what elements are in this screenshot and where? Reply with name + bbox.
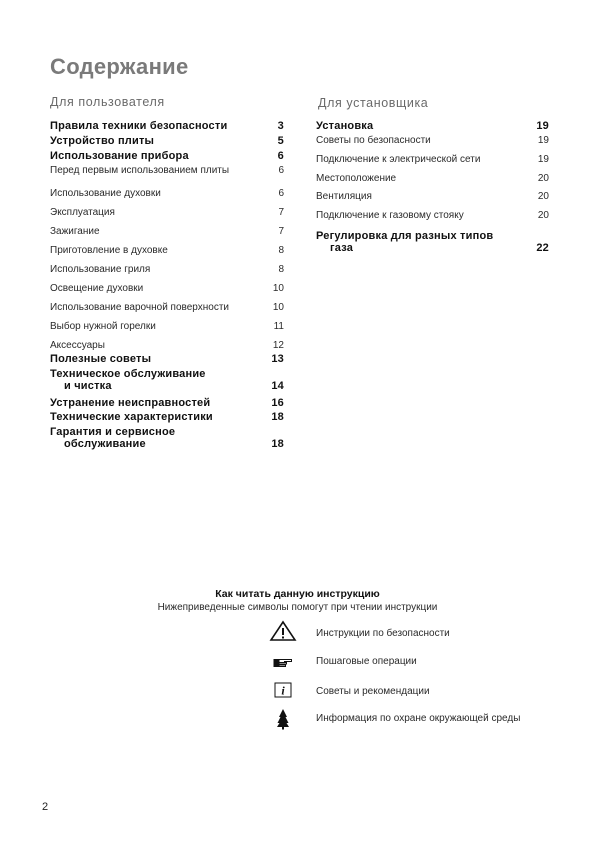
toc-entry <box>50 353 284 365</box>
toc-entry-page: 3 <box>277 120 284 132</box>
toc-entry-label: Правила техники безопасности <box>50 120 228 132</box>
toc-entry <box>50 397 284 409</box>
legend-text-steps: Пошаговые операции <box>316 656 417 667</box>
warning-triangle-icon <box>268 620 298 642</box>
toc-entry-page: 14 <box>271 380 284 392</box>
toc-entry-label: Подключение к электрической сети <box>316 154 481 165</box>
toc-entry-label: Подключение к газовому стояку <box>316 210 464 221</box>
toc-entry-label: Зажигание <box>50 226 100 237</box>
toc-entry-label: Эксплуатация <box>50 207 115 218</box>
toc-entry-label: Полезные советы <box>50 353 152 365</box>
toc-entry <box>50 150 284 162</box>
toc-entry-label: Вентиляция <box>316 191 372 202</box>
toc-entry-label: Гарантия и сервисное <box>50 426 176 438</box>
toc-entry-label: Использование варочной поверхности <box>50 302 229 313</box>
toc-entry-page: 6 <box>277 150 284 162</box>
toc-entry <box>316 191 549 202</box>
toc-entry-page: 10 <box>272 302 284 313</box>
toc-entry-page: 12 <box>272 340 284 351</box>
user-section-heading: Для пользователя <box>50 95 165 109</box>
pointing-hand-icon <box>268 651 298 673</box>
toc-entry <box>50 245 284 256</box>
toc-entry-label: Приготовление в духовке <box>50 245 168 256</box>
legend-text-tips: Советы и рекомендации <box>316 686 430 697</box>
toc-entry <box>50 426 284 450</box>
page-title: Содержание <box>50 54 189 79</box>
toc-entry <box>50 165 284 176</box>
toc-entry <box>50 207 284 218</box>
toc-entry-page: 6 <box>278 188 284 199</box>
toc-entry <box>316 120 549 132</box>
toc-entry-page: 20 <box>537 210 549 221</box>
toc-entry-label: Технические характеристики <box>50 411 213 423</box>
toc-entry-label: Использование прибора <box>50 150 189 162</box>
toc-entry-page: 11 <box>273 321 284 332</box>
toc-entry-label: Использование гриля <box>50 264 151 275</box>
toc-entry-page: 7 <box>278 226 284 237</box>
toc-entry-page: 20 <box>537 191 549 202</box>
installer-section-heading: Для установщика <box>318 96 429 110</box>
page-number: 2 <box>42 801 49 813</box>
toc-entry <box>50 411 284 423</box>
toc-entry-label: Устройство плиты <box>50 135 155 147</box>
toc-entry-label-continued: обслуживание <box>64 438 146 450</box>
toc-entry <box>50 264 284 275</box>
toc-entry-label-continued: и чистка <box>64 380 112 392</box>
toc-entry <box>50 135 284 147</box>
toc-entry-page: 8 <box>278 264 284 275</box>
toc-entry-page: 18 <box>271 411 284 423</box>
toc-entry-page: 19 <box>536 120 549 132</box>
toc-entry <box>50 120 284 132</box>
toc-entry <box>316 173 549 184</box>
toc-entry-page: 8 <box>278 245 284 256</box>
toc-entry <box>50 283 284 294</box>
legend-text-environment: Информация по охране окружающей среды <box>316 713 521 724</box>
toc-entry <box>50 226 284 237</box>
toc-entry <box>316 230 549 254</box>
toc-entry-label: Регулировка для разных типов <box>316 230 494 242</box>
toc-entry-page: 10 <box>272 283 284 294</box>
toc-entry-page: 19 <box>537 154 549 165</box>
toc-entry <box>316 154 549 165</box>
toc-entry-page: 13 <box>271 353 284 365</box>
toc-entry-page: 5 <box>277 135 284 147</box>
legend-subtitle: Нижеприведенные символы помогут при чтении инструкции <box>157 602 438 613</box>
toc-entry-page: 6 <box>278 165 284 176</box>
toc-entry-page: 20 <box>537 173 549 184</box>
toc-entry-label: Техническое обслуживание <box>50 368 206 380</box>
toc-entry-label: Советы по безопасности <box>316 135 431 146</box>
toc-entry-label: Перед первым использованием плиты <box>50 165 230 176</box>
toc-entry <box>50 321 284 332</box>
toc-entry-label: Устранение неисправностей <box>50 397 211 409</box>
toc-entry-label: Освещение духовки <box>50 283 144 294</box>
legend-title: Как читать данную инструкцию <box>215 588 380 600</box>
toc-entry <box>50 302 284 313</box>
toc-entry-label: Использование духовки <box>50 188 161 199</box>
toc-entry <box>50 340 284 351</box>
toc-entry-label: Установка <box>316 120 374 132</box>
toc-entry <box>316 210 549 221</box>
toc-entry <box>50 188 284 199</box>
toc-entry <box>50 368 284 392</box>
toc-entry-page: 18 <box>271 438 284 450</box>
toc-entry-page: 16 <box>271 397 284 409</box>
toc-entry-page: 7 <box>278 207 284 218</box>
toc-entry-page: 22 <box>536 242 549 254</box>
svg-text:i: i <box>281 683 285 698</box>
toc-entry-label: Аксессуары <box>50 340 105 351</box>
toc-entry-page: 19 <box>537 135 549 146</box>
toc-entry <box>316 135 549 146</box>
tree-icon <box>268 708 298 730</box>
toc-entry-label-continued: газа <box>330 242 354 254</box>
toc-entry-label: Местоположение <box>316 173 397 184</box>
legend-text-safety: Инструкции по безопасности <box>316 628 450 639</box>
info-i-icon <box>268 679 298 701</box>
toc-entry-label: Выбор нужной горелки <box>50 321 156 332</box>
